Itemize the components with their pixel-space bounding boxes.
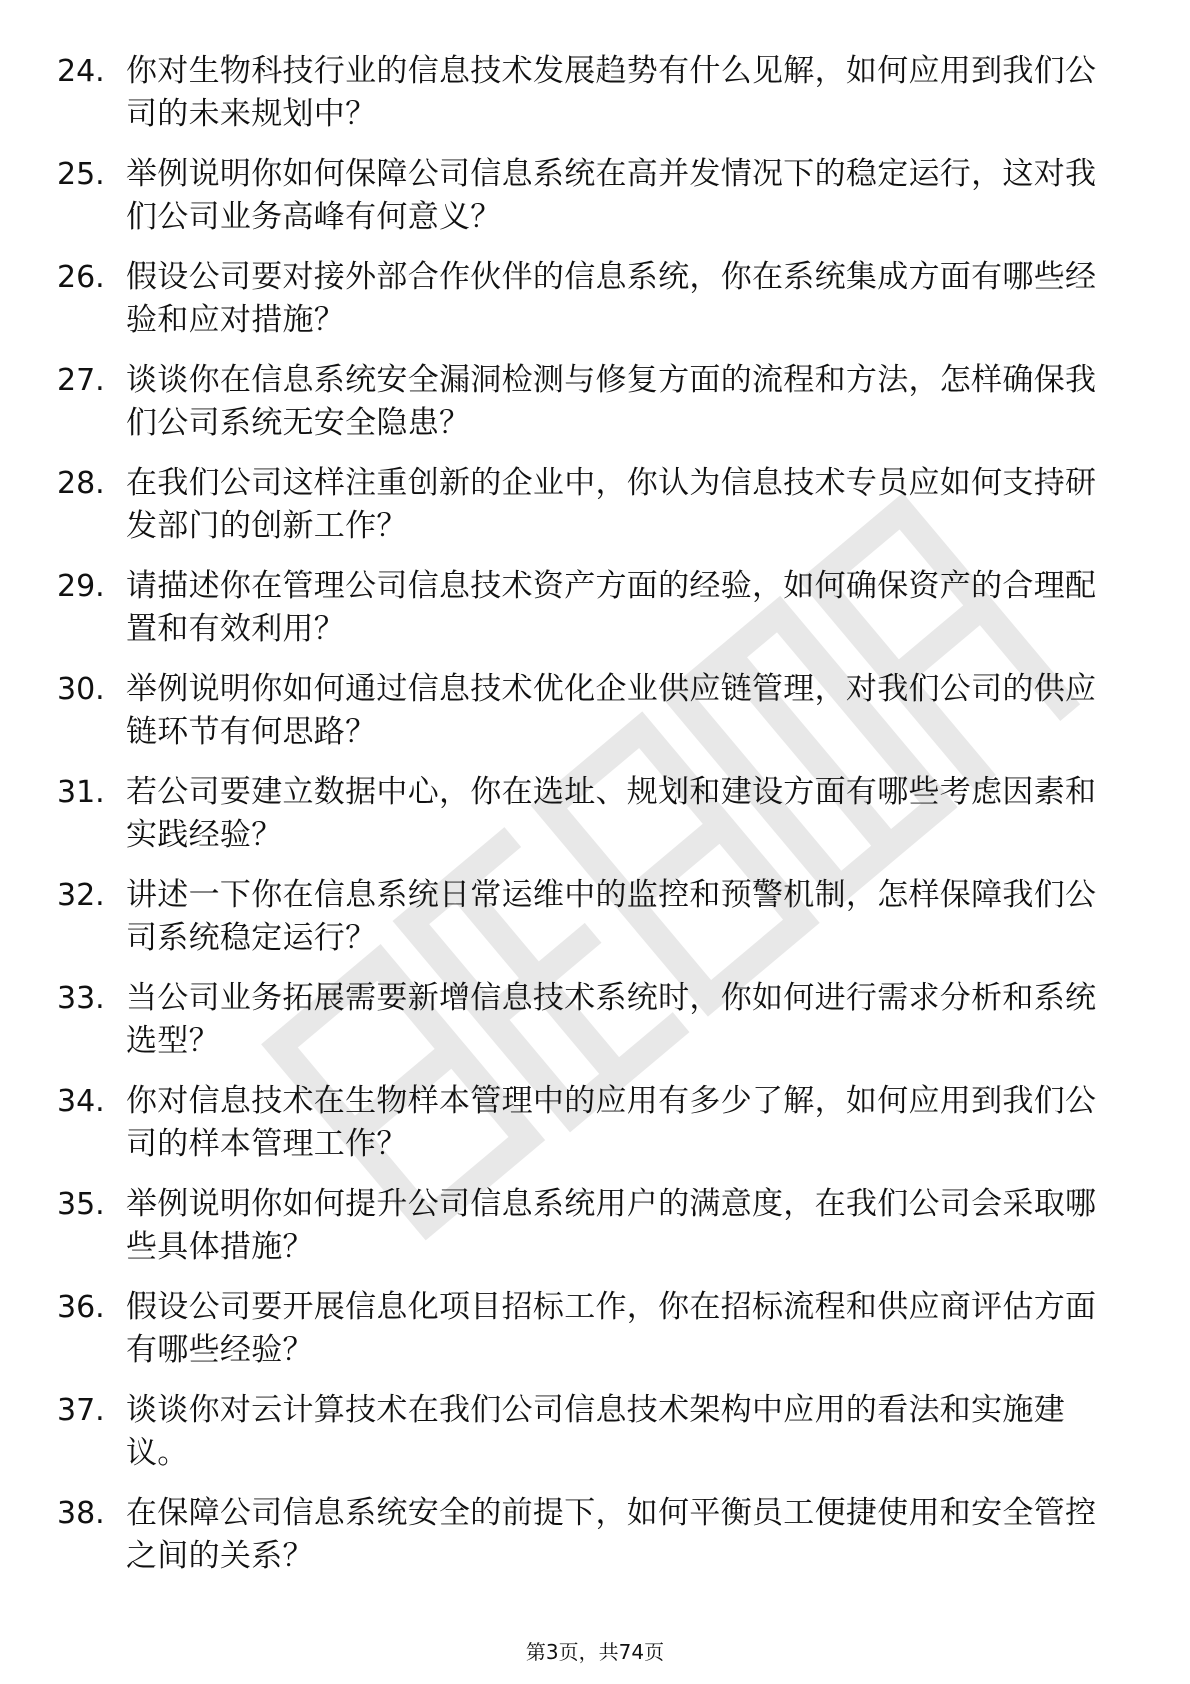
question-item <box>0 256 1190 359</box>
question-item <box>0 359 1190 462</box>
question-item <box>0 1492 1190 1595</box>
question-number: 32. <box>57 878 105 913</box>
question-text: 你对信息技术在生物样本管理中的应用有多少了解，如何应用到我们公司的样本管理工作？ <box>126 1083 1097 1162</box>
question-item <box>0 874 1190 977</box>
question-number: 25. <box>57 157 105 192</box>
question-text: 当公司业务拓展需要新增信息技术系统时，你如何进行需求分析和系统选型？ <box>126 980 1097 1059</box>
question-item <box>0 153 1190 256</box>
question-text: 在保障公司信息系统安全的前提下，如何平衡员工便捷使用和安全管控之间的关系？ <box>126 1495 1097 1574</box>
question-number: 27. <box>57 363 105 398</box>
question-item <box>0 771 1190 874</box>
question-number: 36. <box>57 1290 105 1325</box>
question-number: 35. <box>57 1187 105 1222</box>
question-text: 谈谈你对云计算技术在我们公司信息技术架构中应用的看法和实施建议。 <box>126 1392 1065 1471</box>
question-text: 你对生物科技行业的信息技术发展趋势有什么见解，如何应用到我们公司的未来规划中？ <box>126 53 1097 132</box>
question-text: 举例说明你如何提升公司信息系统用户的满意度，在我们公司会采取哪些具体措施？ <box>126 1186 1097 1265</box>
question-item <box>0 1286 1190 1389</box>
question-text: 讲述一下你在信息系统日常运维中的监控和预警机制，怎样保障我们公司系统稳定运行？ <box>126 877 1097 956</box>
question-text: 假设公司要开展信息化项目招标工作，你在招标流程和供应商评估方面有哪些经验？ <box>126 1289 1097 1368</box>
question-item <box>0 977 1190 1080</box>
question-text: 在我们公司这样注重创新的企业中，你认为信息技术专员应如何支持研发部门的创新工作？ <box>126 465 1097 544</box>
question-number: 29. <box>57 569 105 604</box>
question-item <box>0 1389 1190 1492</box>
question-text: 举例说明你如何保障公司信息系统在高并发情况下的稳定运行，这对我们公司业务高峰有何意义？ <box>126 156 1097 235</box>
question-text: 若公司要建立数据中心，你在选址、规划和建设方面有哪些考虑因素和实践经验？ <box>126 774 1097 853</box>
question-text: 请描述你在管理公司信息技术资产方面的经验，如何确保资产的合理配置和有效利用？ <box>126 568 1097 647</box>
question-item <box>0 462 1190 565</box>
question-number: 31. <box>57 775 105 810</box>
question-number: 37. <box>57 1393 105 1428</box>
question-item <box>0 1183 1190 1286</box>
question-number: 33. <box>57 981 105 1016</box>
page-footer <box>0 1640 1190 1664</box>
question-number: 30. <box>57 672 105 707</box>
question-item <box>0 565 1190 668</box>
question-item <box>0 668 1190 771</box>
question-text: 谈谈你在信息系统安全漏洞检测与修复方面的流程和方法，怎样确保我们公司系统无安全隐患？ <box>126 362 1097 441</box>
question-number: 28. <box>57 466 105 501</box>
question-number: 34. <box>57 1084 105 1119</box>
question-number: 24. <box>57 54 105 89</box>
question-number: 26. <box>57 260 105 295</box>
question-item <box>0 1080 1190 1183</box>
question-text: 假设公司要对接外部合作伙伴的信息系统，你在系统集成方面有哪些经验和应对措施？ <box>126 259 1097 338</box>
question-list <box>0 50 1190 1595</box>
question-text: 举例说明你如何通过信息技术优化企业供应链管理，对我们公司的供应链环节有何思路？ <box>126 671 1097 750</box>
page-number: 第3页，共74页 <box>525 1640 665 1664</box>
question-item <box>0 50 1190 153</box>
question-number: 38. <box>57 1496 105 1531</box>
